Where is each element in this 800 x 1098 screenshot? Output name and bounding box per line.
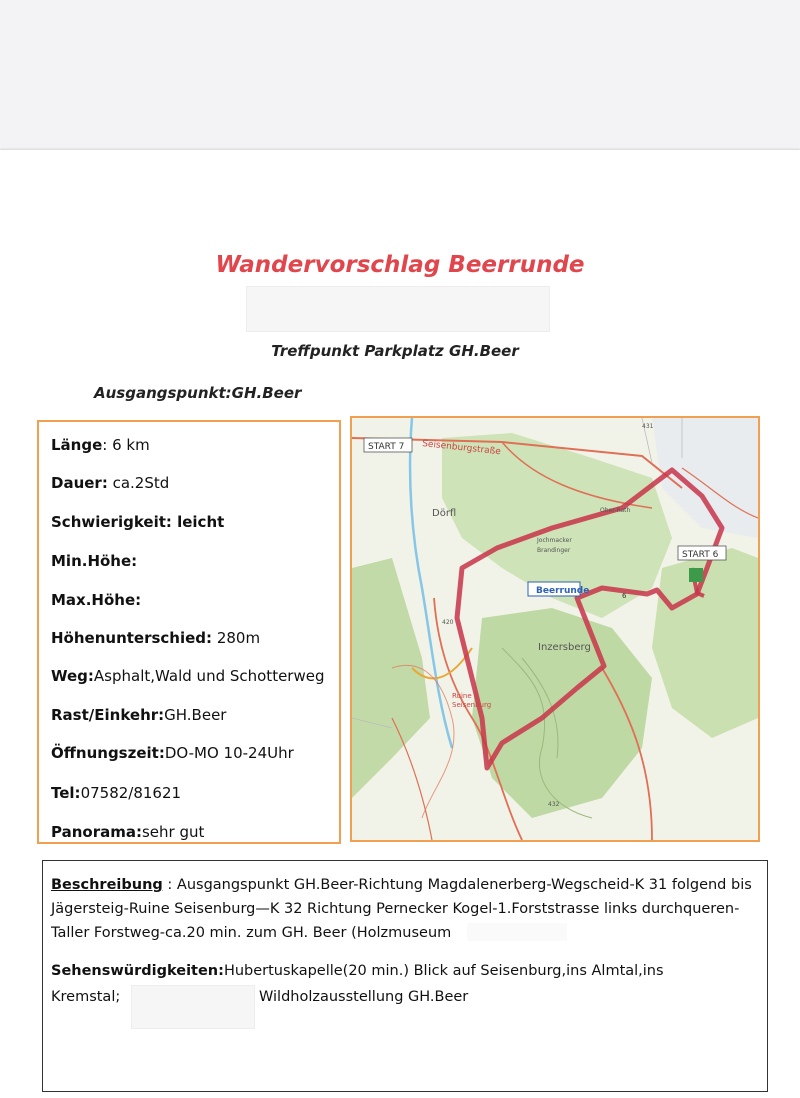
duration-row: Dauer: ca.2Std — [51, 474, 170, 492]
elevation-row: Höhenunterschied: 280m — [51, 629, 261, 647]
scan-background — [0, 0, 800, 158]
starting-point: Ausgangspunkt:GH.Beer — [94, 384, 302, 402]
page-title: Wandervorschlag Beerrunde — [215, 252, 585, 278]
meeting-point: Treffpunkt Parkplatz GH.Beer — [271, 342, 519, 360]
hours-row: Öffnungszeit:DO-MO 10-24Uhr — [51, 744, 294, 762]
phone-row: Tel:07582/81621 — [51, 784, 182, 802]
min-height-row: Min.Höhe: — [51, 552, 138, 570]
label-inzersberg: Inzersberg — [538, 642, 591, 653]
route-map — [350, 416, 760, 842]
panorama-row: Panorama:sehr gut — [51, 823, 205, 841]
description-heading: Beschreibung — [51, 877, 163, 893]
label-start6: START 6 — [682, 550, 719, 560]
sights-line-1: Sehenswürdigkeiten:Hubertuskapelle(20 min.) Blick auf Seisenburg,ins Almtal,ins — [51, 963, 664, 979]
sights-line-2b: Wildholzausstellung GH.Beer — [259, 989, 469, 1005]
difficulty-row: Schwierigkeit: leicht — [51, 513, 225, 531]
rest-row: Rast/Einkehr:GH.Beer — [51, 706, 227, 724]
redacted-area — [131, 985, 255, 1029]
label-seisenburg: Seisenburg — [452, 701, 492, 709]
label-beerrunde: Beerrunde — [536, 586, 590, 596]
label-jochmacker: Jochmacker — [537, 537, 572, 544]
label-route-6: 6 — [622, 592, 627, 600]
description-box — [42, 860, 768, 1092]
label-ruine: Ruine — [452, 692, 472, 700]
description-line-2: Jägersteig-Ruine Seisenburg—K 32 Richtung Pernecker Kogel-1.Forststrasse links durchqueren- — [51, 901, 740, 917]
description-line-1: Beschreibung : Ausgangspunkt GH.Beer-Richtung Magdalenerberg-Wegscheid-K 31 folgend bis — [51, 877, 752, 893]
path-row: Weg:Asphalt,Wald und Schotterweg — [51, 667, 325, 685]
sights-line-2a: Kremstal; — [51, 989, 121, 1005]
label-dorfl: Dörfl — [432, 508, 457, 519]
redacted-area — [246, 286, 550, 332]
label-route-420: 420 — [442, 619, 454, 626]
map-drawing — [352, 418, 758, 840]
label-route-432: 432 — [548, 801, 560, 808]
label-seisenburgstrasse: Seisenburgstraße — [421, 439, 502, 458]
label-start7: START 7 — [368, 442, 405, 452]
length-row: Länge: 6 km — [51, 436, 150, 454]
max-height-row: Max.Höhe: — [51, 591, 142, 609]
label-ober-rath: Ober-Rath — [600, 507, 631, 514]
description-line-3: Taller Forstweg-ca.20 min. zum GH. Beer (Holzmuseum — [51, 925, 452, 941]
label-route-431: 431 — [642, 423, 654, 430]
info-box — [37, 420, 341, 844]
label-brandinger: Brandinger — [537, 547, 571, 554]
redacted-area — [467, 923, 567, 941]
